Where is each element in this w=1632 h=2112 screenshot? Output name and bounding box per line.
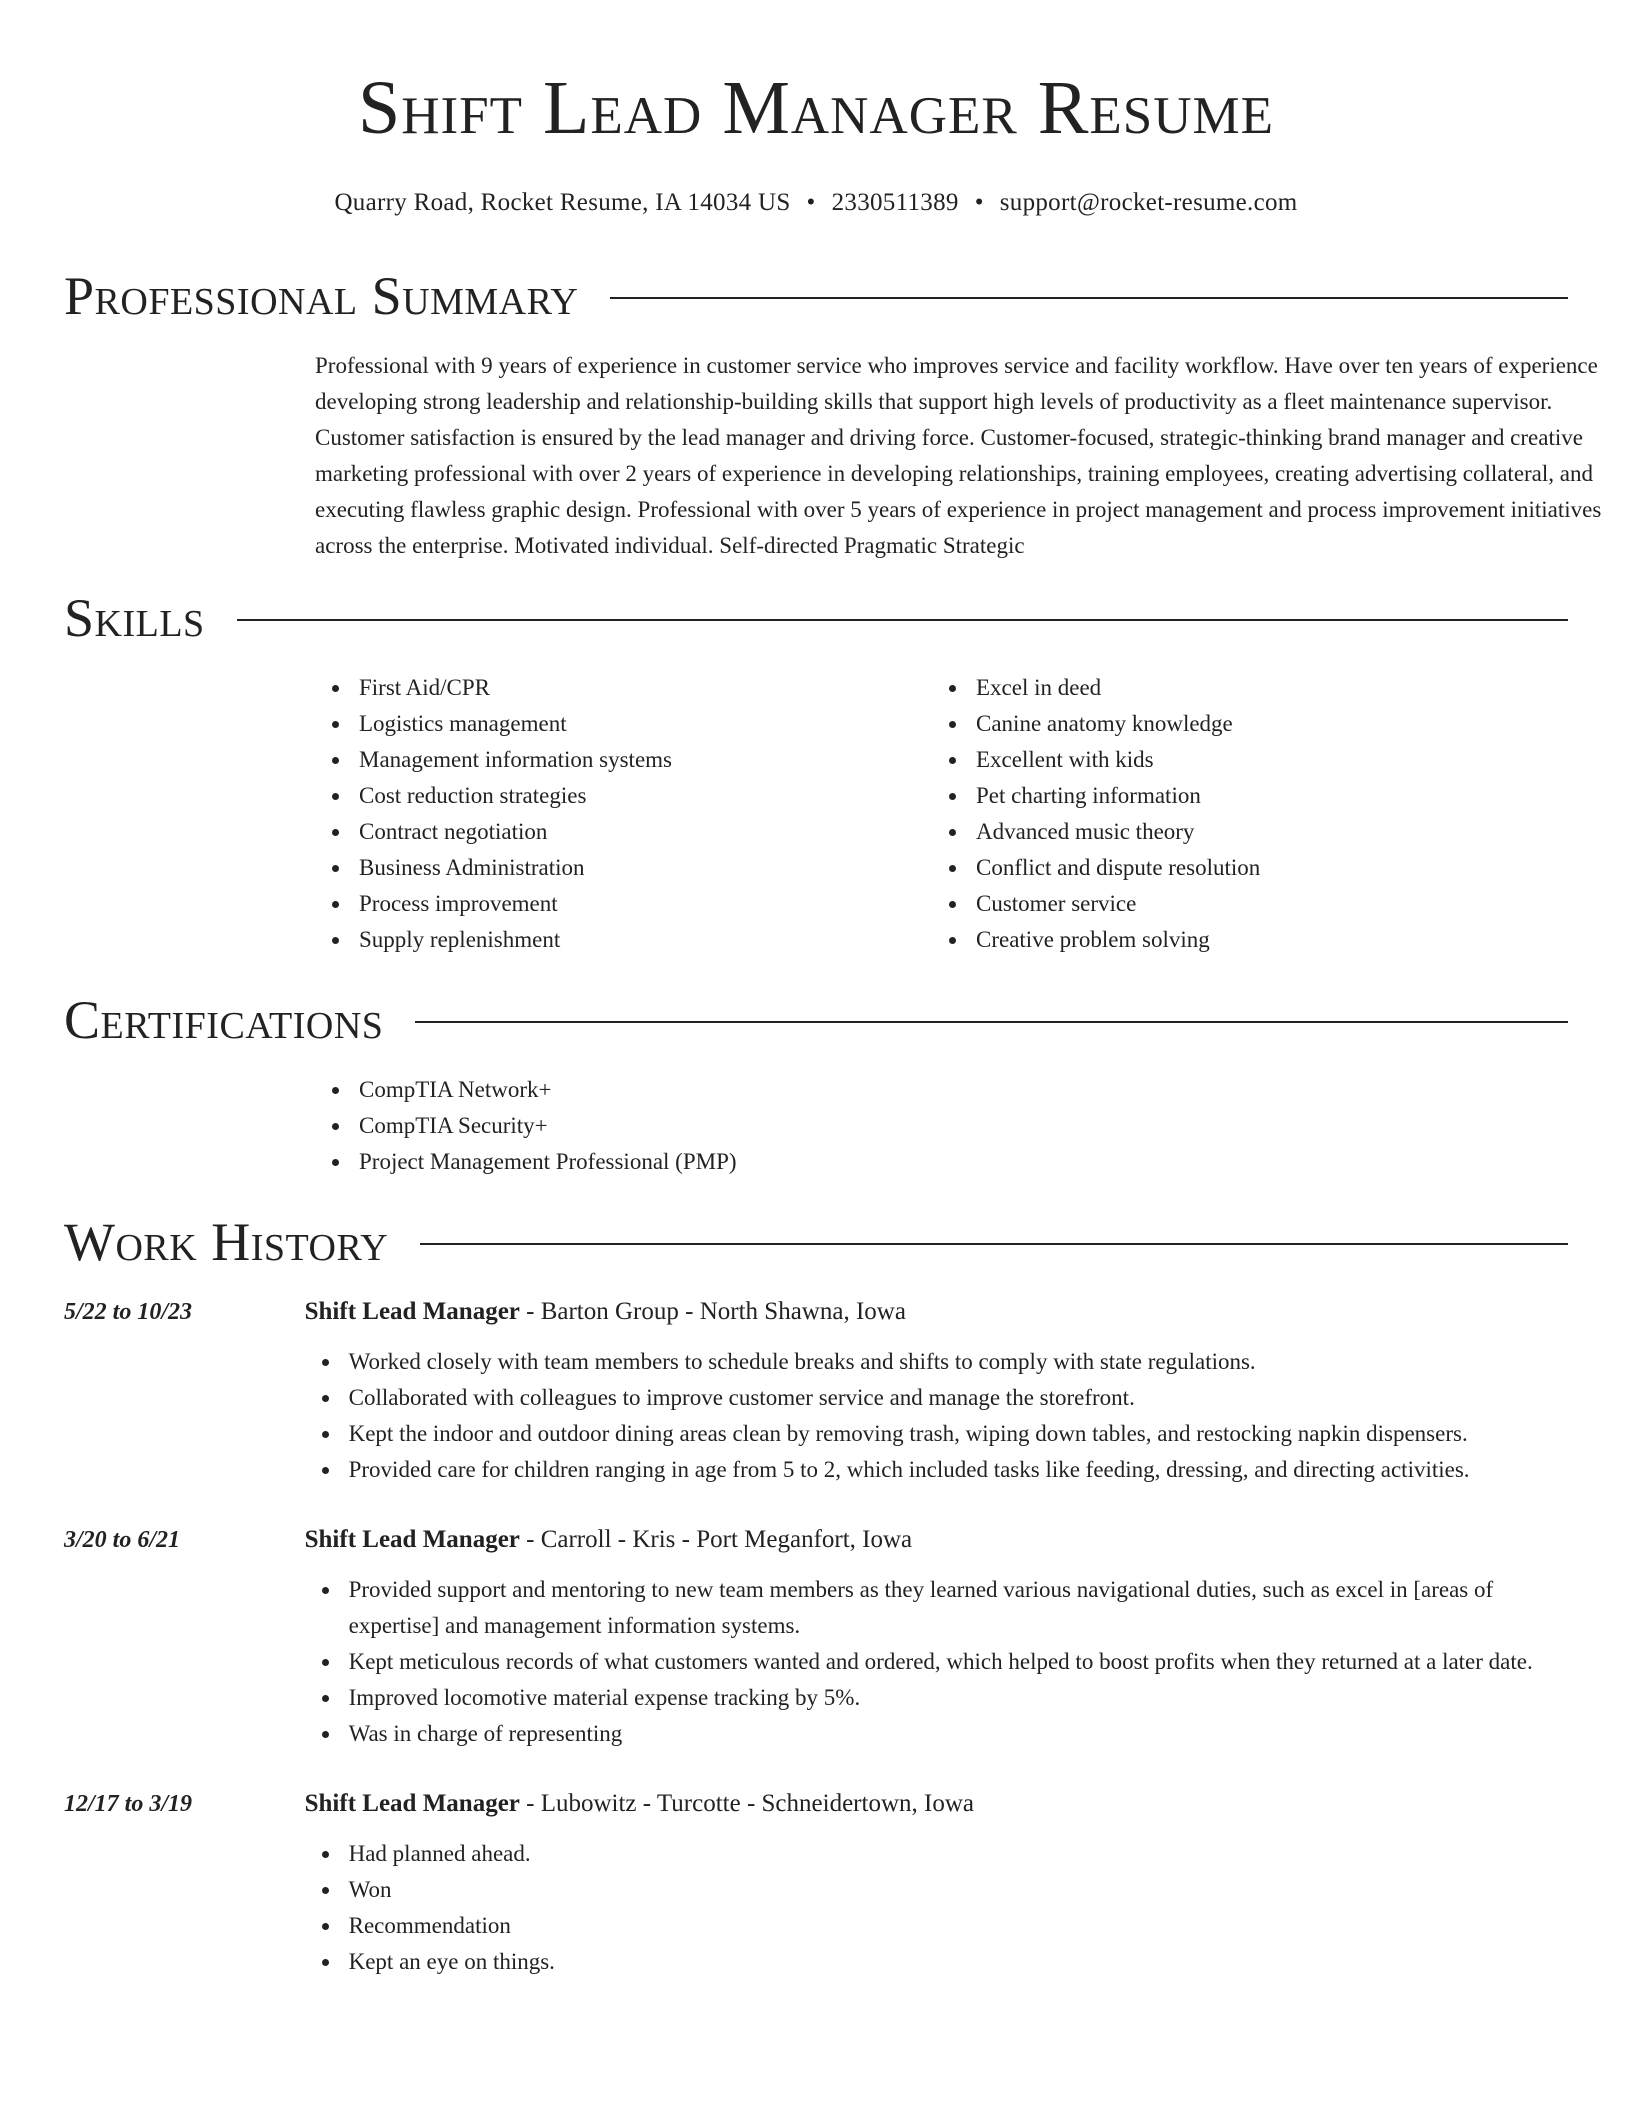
certifications-section-header <box>64 988 1568 1052</box>
job-duties-list <box>305 1572 1568 1752</box>
job-duty: Provided support and mentoring to new team members as they learned various navigational duties, such as excel in [areas of expertise] and management information systems. <box>305 1572 1568 1644</box>
work-history-heading: Work History <box>64 1212 389 1272</box>
job-duty: Collaborated with colleagues to improve customer service and manage the storefront. <box>305 1380 1568 1416</box>
contact-separator: • <box>974 189 984 216</box>
certifications-list <box>315 1072 1568 1180</box>
job-duty: Recommendation <box>305 1908 1568 1944</box>
skill-item: Cost reduction strategies <box>315 778 932 814</box>
section-divider <box>610 297 1568 299</box>
job-company-location: - Barton Group - North Shawna, Iowa <box>519 1298 906 1325</box>
skill-item: Advanced music theory <box>932 814 1549 850</box>
skill-item: Conflict and dispute resolution <box>932 850 1549 886</box>
job-company-location: - Lubowitz - Turcotte - Schneidertown, Iowa <box>519 1790 974 1817</box>
section-divider <box>415 1021 1568 1023</box>
job-title-line <box>305 1522 1568 1558</box>
summary-section-header <box>64 264 1568 328</box>
skill-item: Process improvement <box>315 886 932 922</box>
job-duty: Was in charge of representing <box>305 1716 1568 1752</box>
job-duties-list <box>305 1836 1568 1980</box>
skills-column-left <box>315 670 932 958</box>
skill-item: Pet charting information <box>932 778 1549 814</box>
job-entry <box>64 1522 1568 1752</box>
job-role: Shift Lead Manager <box>304 1298 520 1325</box>
job-dates: 3/20 to 6/21 <box>64 1527 181 1553</box>
skills-column-right <box>932 670 1549 958</box>
skill-item: First Aid/CPR <box>315 670 932 706</box>
job-entry <box>64 1294 1568 1488</box>
work-history-section-header <box>64 1210 1568 1274</box>
job-duty: Kept the indoor and outdoor dining areas clean by removing trash, wiping down tables, and restocking napkin dispensers. <box>305 1416 1568 1452</box>
skill-item: Excellent with kids <box>932 742 1549 778</box>
job-role: Shift Lead Manager <box>304 1526 520 1553</box>
contact-separator: • <box>806 189 816 216</box>
job-duty: Kept meticulous records of what customers wanted and ordered, which helped to boost profits when they returned at a later date. <box>305 1644 1568 1680</box>
contact-line <box>64 186 1568 220</box>
job-dates: 5/22 to 10/23 <box>64 1299 193 1325</box>
skills-list <box>315 670 1568 958</box>
job-duty: Had planned ahead. <box>305 1836 1568 1872</box>
job-duty: Won <box>305 1872 1568 1908</box>
summary-text: Professional with 9 years of experience in customer service who improves service and facility workflow. Have over ten years of experience developing strong leadership and relationship-building skills that support high levels of productivity as a fleet maintenance supervisor. Customer satisfaction is ensured by the lead manager and driving force. Customer-focused, strategic-thinking brand manager and creative marketing professional with over 2 years of experience in developing relationships, training employees, creating advertising collateral, and executing flawless graphic design. Professional with over 5 years of experience in project management and process improvement initiatives across the enterprise. Motivated individual. Self-directed Pragmatic Strategic <box>315 353 1602 558</box>
job-dates: 12/17 to 3/19 <box>64 1791 193 1817</box>
certifications-heading: Certifications <box>64 990 384 1050</box>
section-divider <box>237 619 1568 621</box>
skills-section-header <box>64 586 1568 650</box>
resume-title: Shift Lead Manager Resume <box>357 66 1275 150</box>
skill-item: Management information systems <box>315 742 932 778</box>
skill-item: Business Administration <box>315 850 932 886</box>
job-duties-list <box>305 1344 1568 1488</box>
job-duty: Worked closely with team members to schedule breaks and shifts to comply with state regulations. <box>305 1344 1568 1380</box>
skill-item: Contract negotiation <box>315 814 932 850</box>
skill-item: Canine anatomy knowledge <box>932 706 1549 742</box>
job-company-location: - Carroll - Kris - Port Meganfort, Iowa <box>519 1526 913 1553</box>
certification-item: Project Management Professional (PMP) <box>315 1144 1568 1180</box>
job-title-line <box>305 1294 1568 1330</box>
skill-item: Supply replenishment <box>315 922 932 958</box>
job-role: Shift Lead Manager <box>304 1790 520 1817</box>
skill-item: Creative problem solving <box>932 922 1549 958</box>
contact-phone: 2330511389 <box>831 189 959 216</box>
job-duty: Improved locomotive material expense tracking by 5%. <box>305 1680 1568 1716</box>
job-entry <box>64 1786 1568 1980</box>
job-duty: Provided care for children ranging in age from 5 to 2, which included tasks like feeding, dressing, and directing activities. <box>305 1452 1568 1488</box>
skill-item: Logistics management <box>315 706 932 742</box>
skills-heading: Skills <box>64 588 205 648</box>
contact-email: support@rocket-resume.com <box>999 189 1298 216</box>
skill-item: Customer service <box>932 886 1549 922</box>
summary-heading: Professional Summary <box>64 266 579 326</box>
skill-item: Excel in deed <box>932 670 1549 706</box>
job-duty: Kept an eye on things. <box>305 1944 1568 1980</box>
section-divider <box>420 1243 1568 1245</box>
certification-item: CompTIA Security+ <box>315 1108 1568 1144</box>
job-title-line <box>305 1786 1568 1822</box>
certification-item: CompTIA Network+ <box>315 1072 1568 1108</box>
contact-address: Quarry Road, Rocket Resume, IA 14034 US <box>334 189 791 216</box>
